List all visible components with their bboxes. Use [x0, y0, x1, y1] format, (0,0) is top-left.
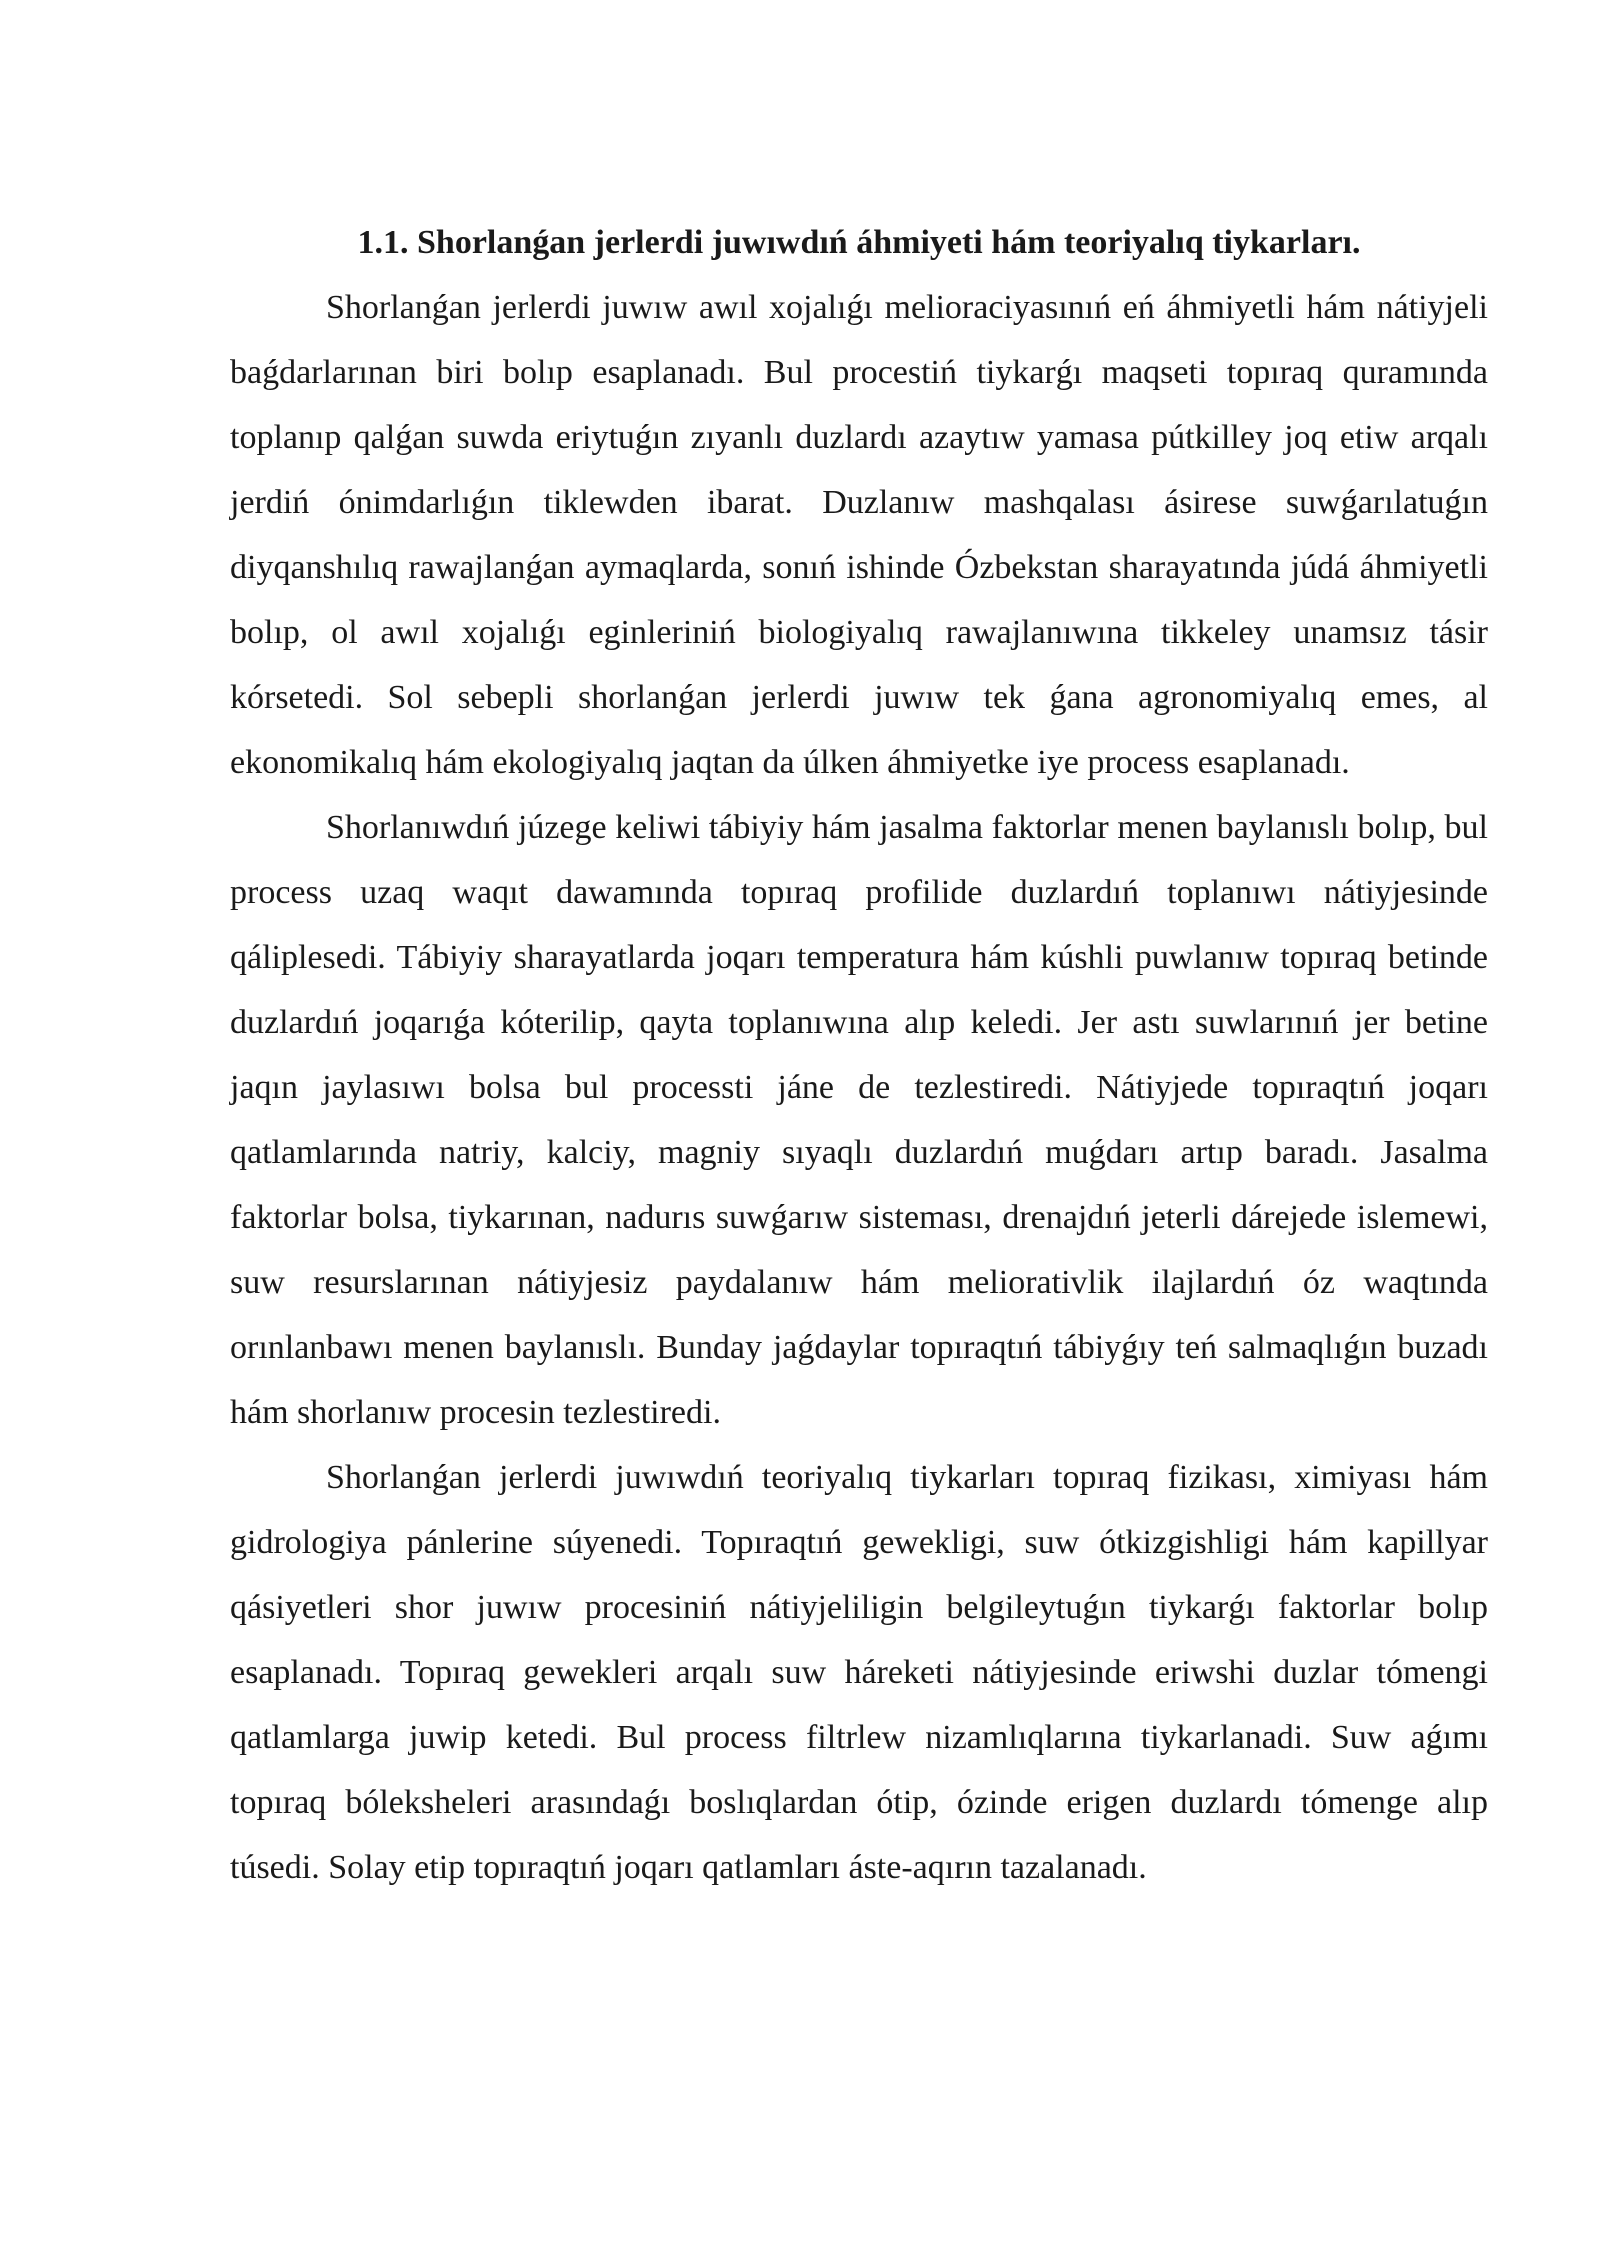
- paragraph-1: Shorlanǵan jerlerdi juwıw awıl xojalıǵı melioraciyasınıń eń áhmiyetli hám nátiyjeli baǵdarlarınan biri bolıp esaplanadı. Bul procestiń tiykarǵı maqseti topıraq quramında toplanıp qalǵan suwda eriytuǵın zıyanlı duzlardı azaytıw yamasa pútkilley joq etiw arqalı jerdiń ónimdarlıǵın tiklewden ibarat. Duzlanıw mashqalası ásirese suwǵarılatuǵın diyqanshılıq rawajlanǵan aymaqlarda, sonıń ishinde Ózbekstan sharayatında júdá áhmiyetli bolıp, ol awıl xojalıǵı eginleriniń biologiyalıq rawajlanıwına tikkeley unamsız tásir kórsetedi. Sol sebepli shorlanǵan jerlerdi juwıw tek ǵana agronomiyalıq emes, al ekonomikalıq hám ekologiyalıq jaqtan da úlken áhmiyetke iye process esaplanadı.: [230, 289, 1488, 781]
- section-heading: 1.1. Shorlanǵan jerlerdi juwıwdıń áhmiyeti hám teoriyalıq tiykarları.: [357, 224, 1361, 261]
- paragraph-3: Shorlanǵan jerlerdi juwıwdıń teoriyalıq tiykarları topıraq fizikası, ximiyası hám gidrologiya pánlerine súyenedi. Topıraqtıń gewekligi, suw ótkizgishligi hám kapillyar qásiyetleri shor juwıw procesiniń nátiyjeliligin belgileytuǵın tiykarǵı faktorlar bolıp esaplanadı. Topıraq gewekleri arqalı suw háreketi nátiyjesinde eriwshi duzlar tómengi qatlamlarga juwip ketedi. Bul process filtrlew nizamlıqlarına tiykarlanadi. Suw aǵımı topıraq bóleksheleri arasındaǵı boslıqlardan ótip, ózinde erigen duzlardı tómenge alıp túsedi. Solay etip topıraqtıń joqarı qatlamları áste-aqırın tazalanadı.: [230, 1459, 1488, 1886]
- document-body: [230, 210, 1488, 1900]
- paragraph-2: Shorlanıwdıń júzege keliwi tábiyiy hám jasalma faktorlar menen baylanıslı bolıp, bul process uzaq waqıt dawamında topıraq profilide duzlardıń toplanıwı nátiyjesinde qáliplesedi. Tábiyiy sharayatlarda joqarı temperatura hám kúshli puwlanıw topıraq betinde duzlardıń joqarıǵa kóterilip, qayta toplanıwına alıp keledi. Jer astı suwlarınıń jer betine jaqın jaylasıwı bolsa bul processti jáne de tezlestiredi. Nátiyjede topıraqtıń joqarı qatlamlarında natriy, kalciy, magniy sıyaqlı duzlardıń muǵdarı artıp baradı. Jasalma faktorlar bolsa, tiykarınan, nadurıs suwǵarıw sisteması, drenajdıń jeterli dárejede islemewi, suw resurslarınan nátiyjesiz paydalanıw hám meliorativlik ilajlardıń óz waqtında orınlanbawı menen baylanıslı. Bunday jaǵdaylar topıraqtıń tábiyǵıy teń salmaqlıǵın buzadı hám shorlanıw procesin tezlestiredi.: [230, 809, 1488, 1431]
